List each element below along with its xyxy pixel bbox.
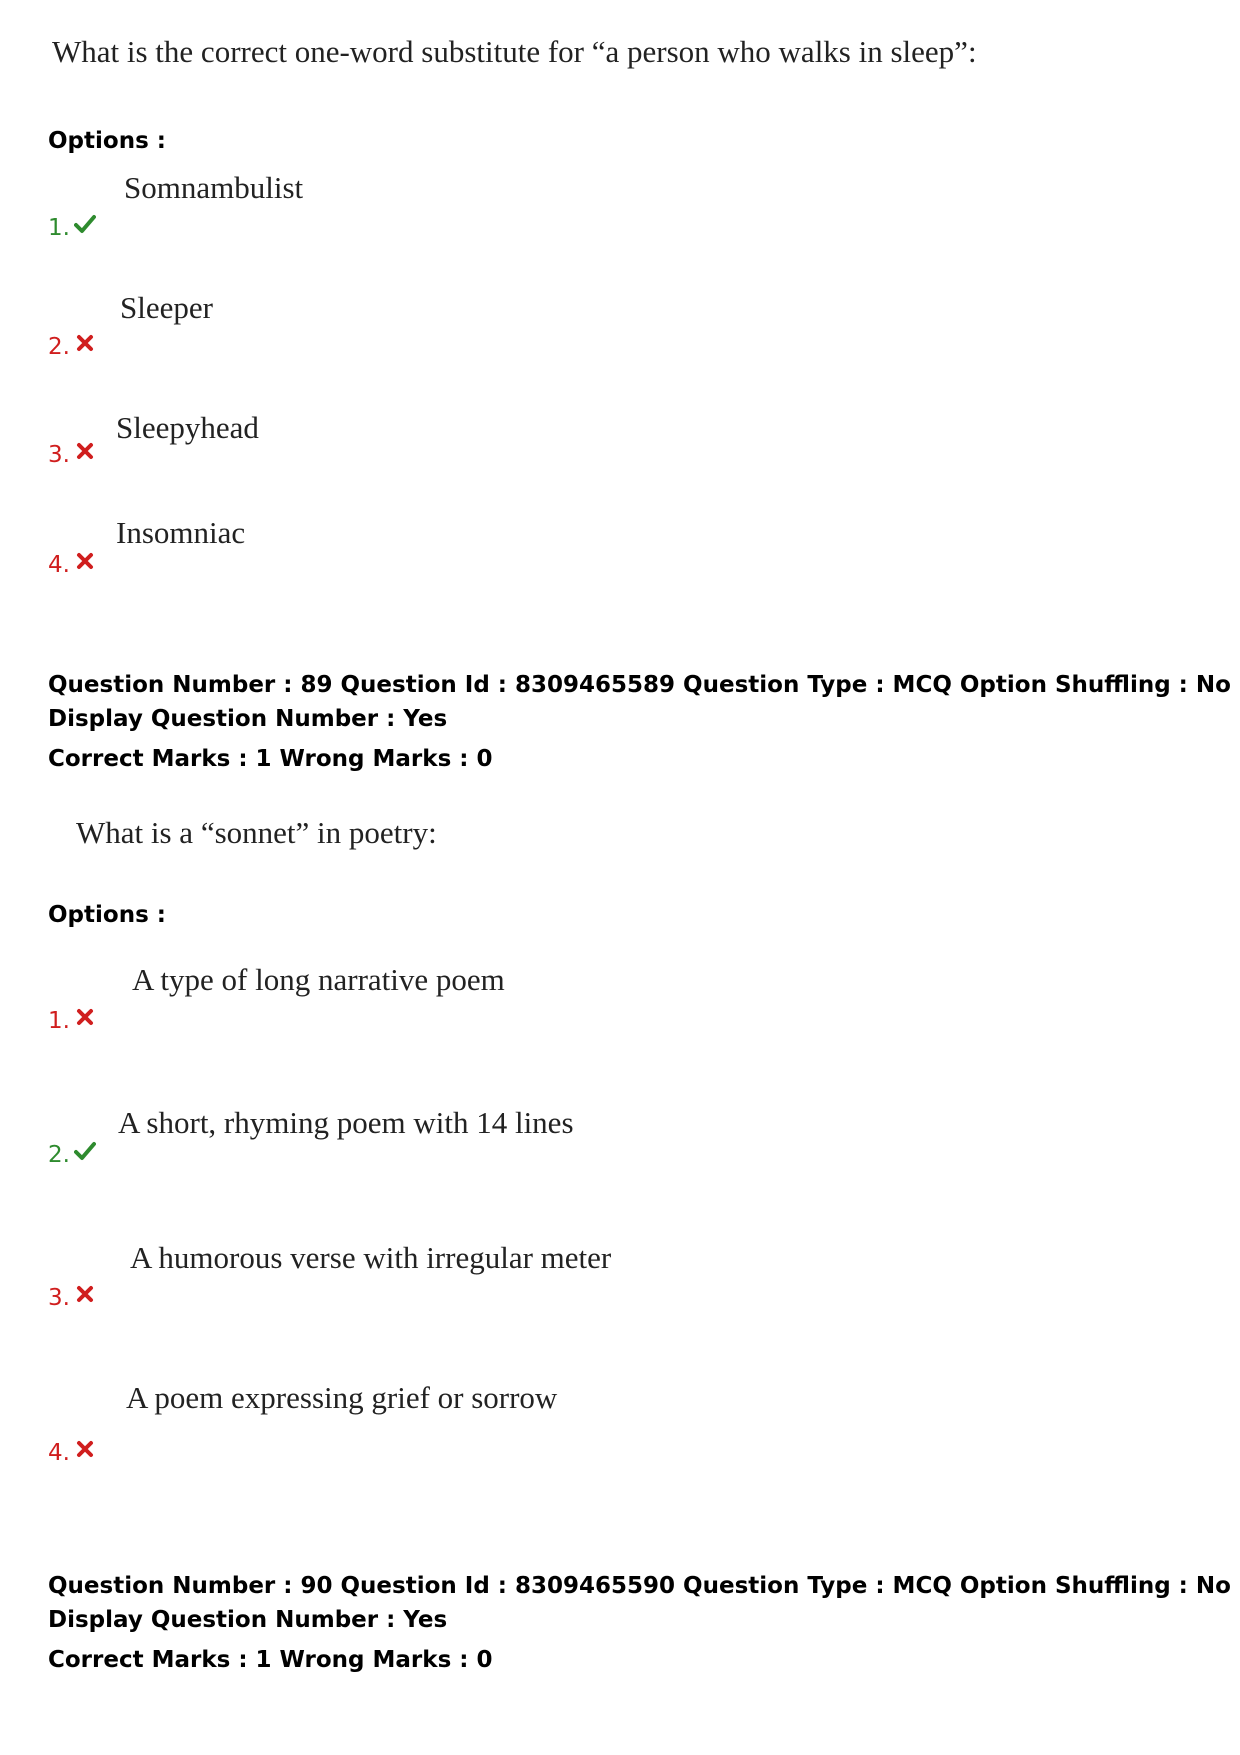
q88-option-1 [48,215,96,241]
option-number: 4. [48,1440,70,1466]
q89-meta-line-2: Display Question Number : Yes [48,706,448,732]
cross-icon [74,440,96,462]
q89-option-4 [48,1440,96,1466]
check-icon [74,1140,96,1162]
q89-option-3-text: A humorous verse with irregular meter [130,1240,612,1275]
options-label-q88: Options : [48,128,166,154]
q88-option-4 [48,552,96,578]
option-number: 1. [48,1008,70,1034]
q90-meta-line-1: Question Number : 90 Question Id : 8309465590 Question Type : MCQ Option Shuffling : No [48,1573,1231,1599]
q88-option-2 [48,334,96,360]
q89-meta-line-3: Correct Marks : 1 Wrong Marks : 0 [48,746,493,772]
option-number: 1. [48,215,70,241]
q88-option-4-text: Insomniac [116,515,246,550]
q90-meta-line-2: Display Question Number : Yes [48,1607,448,1633]
q89-option-2-text: A short, rhyming poem with 14 lines [118,1105,574,1140]
cross-icon [74,1283,96,1305]
option-number: 2. [48,1142,70,1168]
cross-icon [74,1006,96,1028]
option-number: 3. [48,442,70,468]
cross-icon [74,332,96,354]
q88-option-3 [48,442,96,468]
q89-option-1 [48,1008,96,1034]
cross-icon [74,1438,96,1460]
q88-option-1-text: Somnambulist [124,170,304,205]
question-89-text: What is a “sonnet” in poetry: [76,815,437,850]
option-number: 4. [48,552,70,578]
option-number: 2. [48,334,70,360]
q90-meta-line-3: Correct Marks : 1 Wrong Marks : 0 [48,1647,493,1673]
cross-icon [74,550,96,572]
q89-option-1-text: A type of long narrative poem [132,962,505,997]
q89-option-3 [48,1285,96,1311]
q89-option-4-text: A poem expressing grief or sorrow [126,1380,558,1415]
q89-option-2 [48,1142,96,1168]
q88-option-3-text: Sleepyhead [116,410,259,445]
q89-meta-line-1: Question Number : 89 Question Id : 8309465589 Question Type : MCQ Option Shuffling : No [48,672,1231,698]
options-label-q89: Options : [48,902,166,928]
option-number: 3. [48,1285,70,1311]
question-88-text: What is the correct one-word substitute for “a person who walks in sleep”: [52,34,977,69]
q88-option-2-text: Sleeper [120,290,213,325]
check-icon [74,213,96,235]
